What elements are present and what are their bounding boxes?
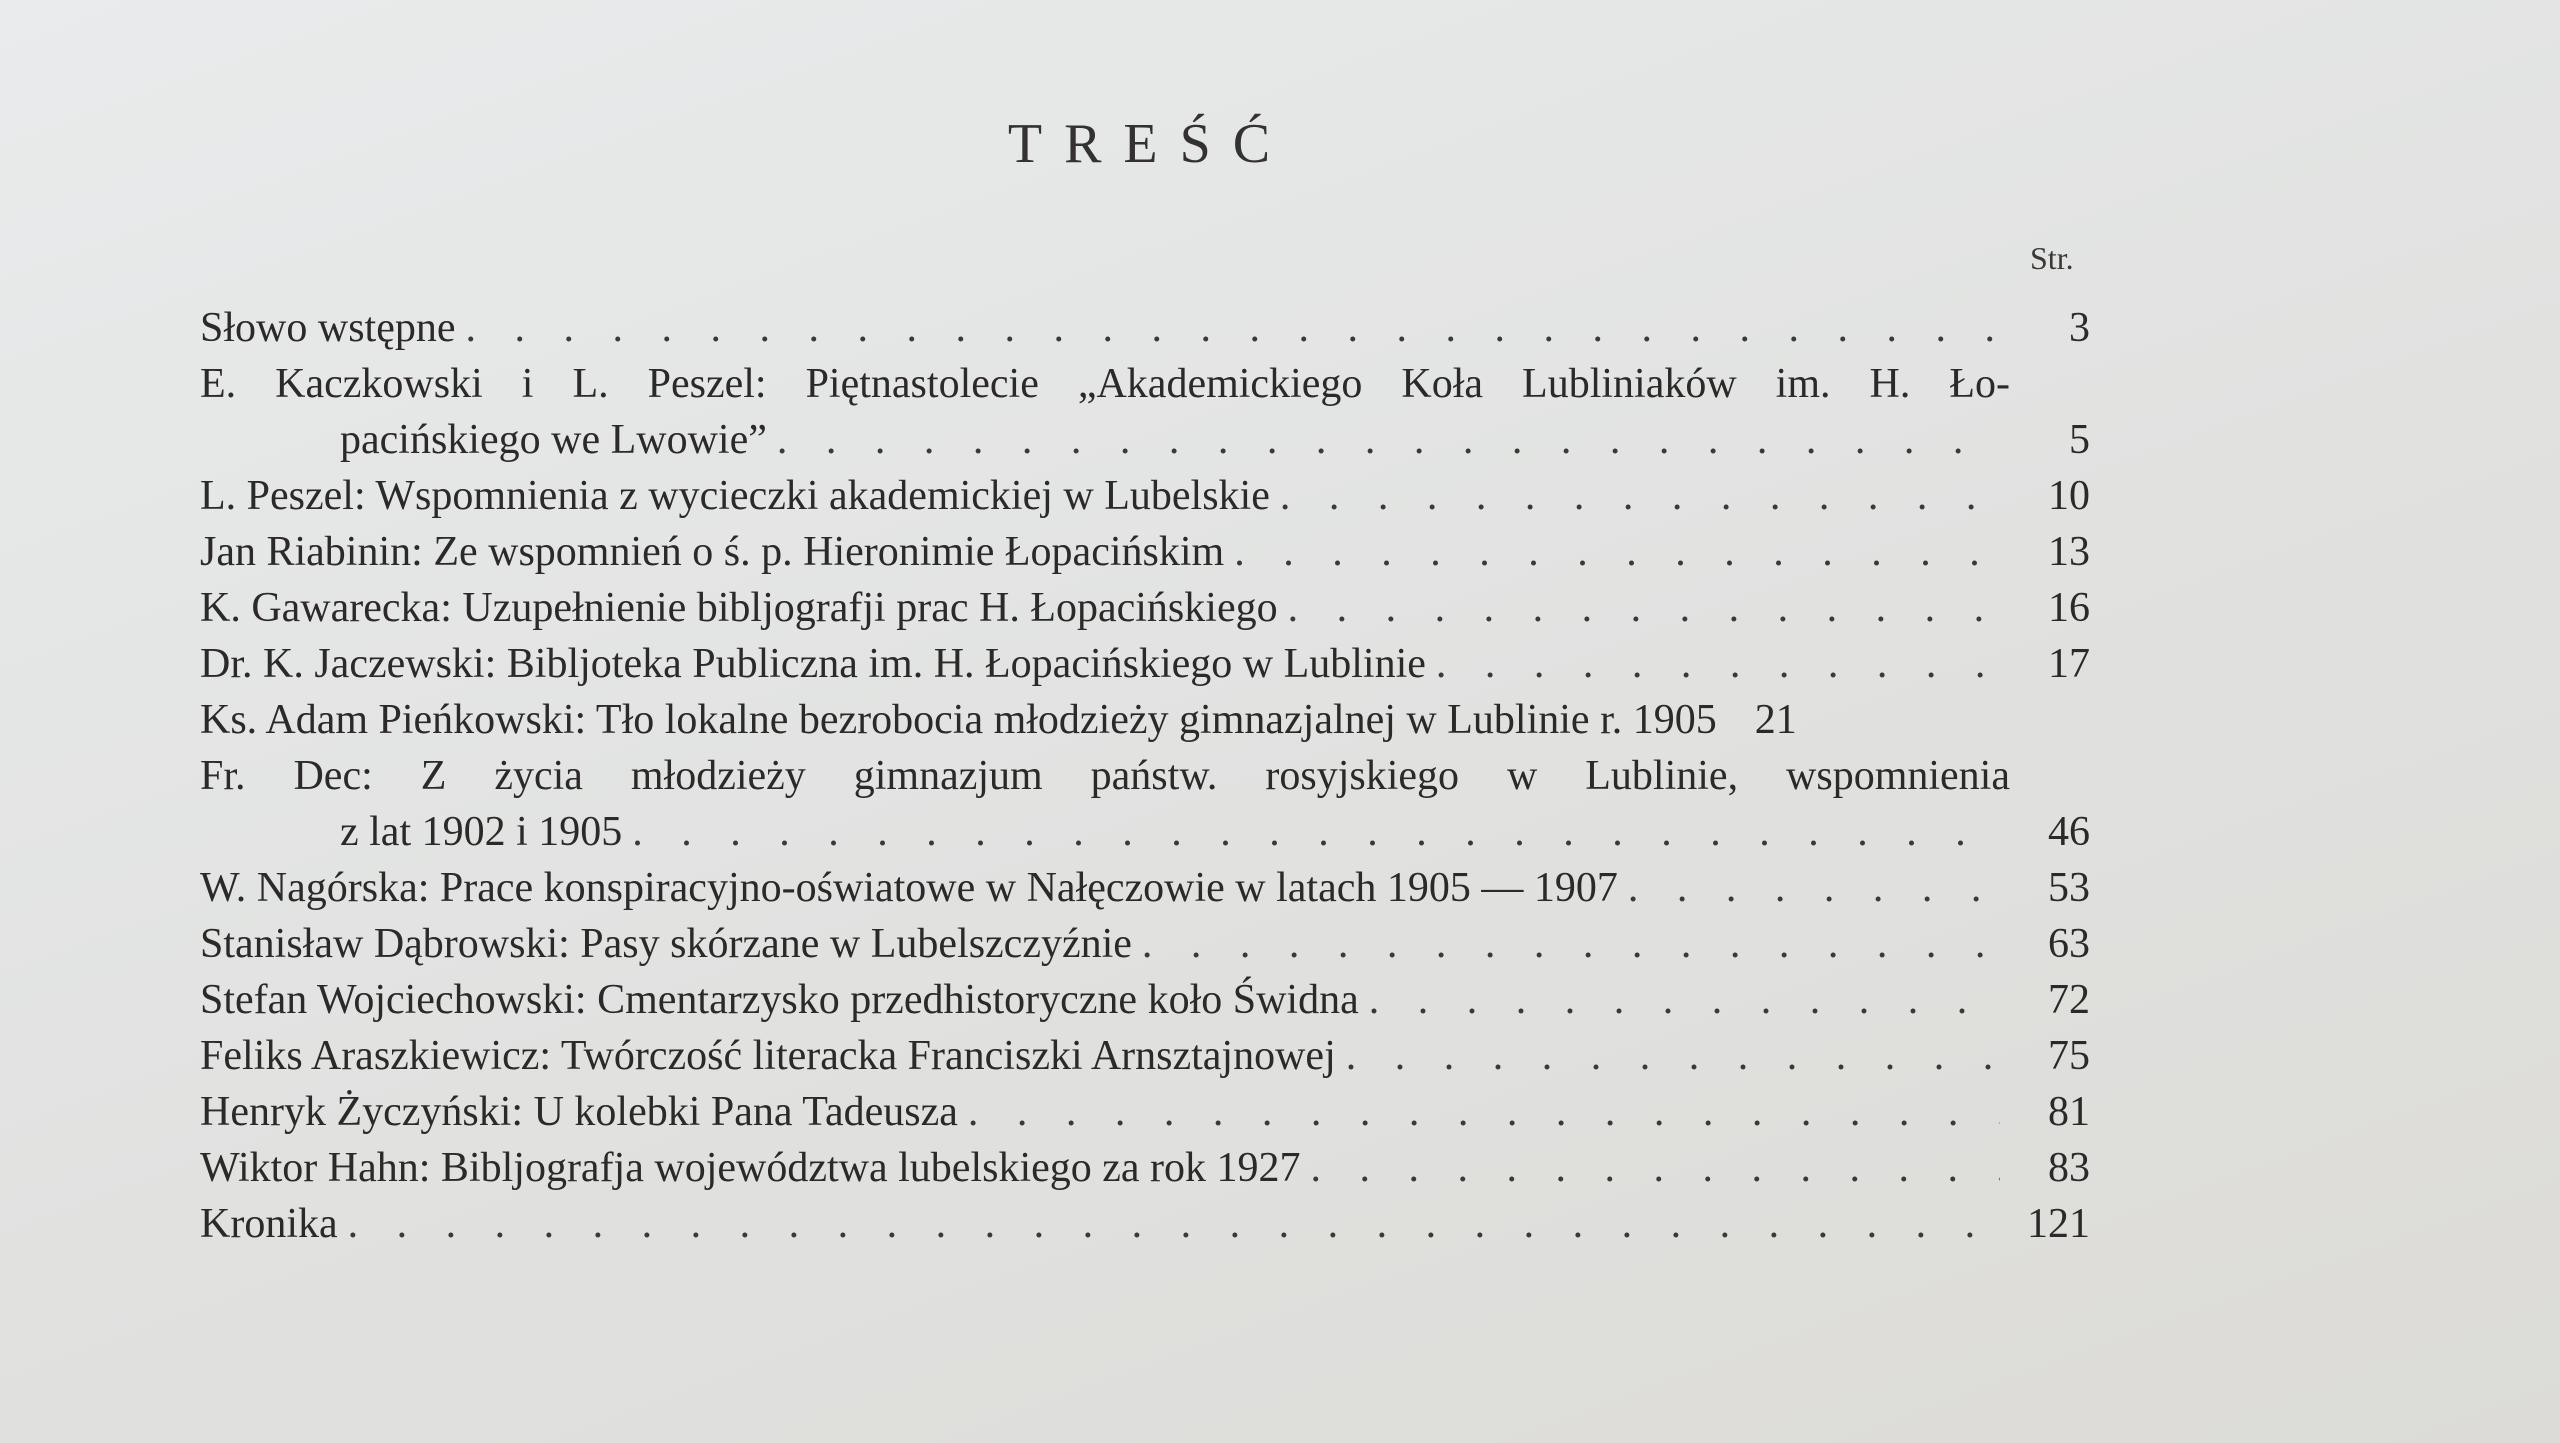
toc-entry-page: 10 <box>2048 473 2090 519</box>
leader-dots <box>968 1084 2000 1140</box>
toc-entry-title: Stanisław Dąbrowski: Pasy skórzane w Lubelszczyźnie <box>200 921 1132 967</box>
toc-entry-page: 5 <box>2069 417 2090 463</box>
toc-entry <box>200 1028 2090 1084</box>
leader-dots <box>1288 580 2000 636</box>
toc-entry-title: Słowo wstępne <box>200 305 456 351</box>
toc-entry <box>200 636 2090 692</box>
leader-dots <box>777 412 2000 468</box>
toc-entry-page: 81 <box>2048 1089 2090 1135</box>
toc-entry-page: 75 <box>2048 1033 2090 1079</box>
leader-dots <box>1436 636 2000 692</box>
leader-dots <box>1369 972 2000 1028</box>
toc-entry <box>200 300 2090 356</box>
toc-entry <box>200 468 2090 524</box>
toc-entry-title: K. Gawarecka: Uzupełnienie bibljografji prac H. Łopacińskiego <box>200 585 1278 631</box>
toc-entry <box>200 1140 2090 1196</box>
toc-entry-page: 53 <box>2048 865 2090 911</box>
toc-entry-page: 13 <box>2048 529 2090 575</box>
page-title: TREŚĆ <box>1007 113 1293 175</box>
toc-entry <box>200 692 2090 748</box>
toc-entry-title: Ks. Adam Pieńkowski: Tło lokalne bezrobocia młodzieży gimnazjalnej w Lublinie r. 1905 <box>200 697 1717 743</box>
leader-dots <box>1142 916 2000 972</box>
toc-entry <box>200 412 2090 468</box>
toc-entry-page: 21 <box>1754 697 1797 743</box>
toc-entry-title: Stefan Wojciechowski: Cmentarzysko przedhistoryczne koło Świdna <box>200 977 1359 1023</box>
toc-entry <box>200 1084 2090 1140</box>
toc-entry-title: Jan Riabinin: Ze wspomnień o ś. p. Hieronimie Łopacińskim <box>200 529 1225 575</box>
toc-entry-page: 83 <box>2048 1145 2090 1191</box>
toc-entry-title-line1: Fr. Dec: Z życia młodzieży gimnazjum państw. rosyjskiego w Lublinie, wspomnienia <box>200 753 2010 799</box>
page-column-label: Str. <box>2030 240 2074 276</box>
toc-entry <box>200 1196 2090 1252</box>
leader-dots <box>1234 524 2000 580</box>
toc-entry-page: 63 <box>2048 921 2090 967</box>
toc-entry-title: Wiktor Hahn: Bibljografja województwa lubelskiego za rok 1927 <box>200 1145 1301 1191</box>
toc-entry <box>200 524 2090 580</box>
toc-entry <box>200 580 2090 636</box>
toc-entry-title-line2: pacińskiego we Lwowie” <box>340 417 767 463</box>
leader-dots <box>632 804 2000 860</box>
table-of-contents <box>200 300 2090 1252</box>
toc-entry-title: L. Peszel: Wspomnienia z wycieczki akademickiej w Lubelskie <box>200 473 1270 519</box>
toc-entry-page: 72 <box>2048 977 2090 1023</box>
leader-dots <box>466 300 2001 356</box>
toc-entry-title: Kronika <box>200 1201 338 1247</box>
toc-entry-title: Henryk Życzyński: U kolebki Pana Tadeusza <box>200 1089 958 1135</box>
toc-entry <box>200 860 2090 916</box>
toc-entry-page: 46 <box>2048 809 2090 855</box>
toc-entry-title-line1: E. Kaczkowski i L. Peszel: Piętnastolecie „Akademickiego Koła Lubliniaków im. H. Ło- <box>200 361 2010 407</box>
toc-entry-page: 121 <box>2027 1201 2090 1247</box>
toc-entry-title: Feliks Araszkiewicz: Twórczość literacka Franciszki Arnsztajnowej <box>200 1033 1336 1079</box>
toc-entry-title: Dr. K. Jaczewski: Bibljoteka Publiczna im. H. Łopacińskiego w Lublinie <box>200 641 1426 687</box>
toc-entry <box>200 804 2090 860</box>
toc-entry-title: W. Nagórska: Prace konspiracyjno-oświatowe w Nałęczowie w latach 1905 — 1907 <box>200 865 1618 911</box>
leader-dots <box>1346 1028 2000 1084</box>
leader-dots <box>348 1196 2000 1252</box>
toc-entry-page: 3 <box>2069 305 2090 351</box>
leader-dots <box>1311 1140 2000 1196</box>
toc-entry-title-line2: z lat 1902 i 1905 <box>340 809 623 855</box>
toc-entry-page: 17 <box>2048 641 2090 687</box>
toc-entry <box>200 916 2090 972</box>
leader-dots <box>1280 468 2000 524</box>
leader-dots <box>1628 860 2000 916</box>
toc-entry-page: 16 <box>2048 585 2090 631</box>
toc-entry <box>200 972 2090 1028</box>
